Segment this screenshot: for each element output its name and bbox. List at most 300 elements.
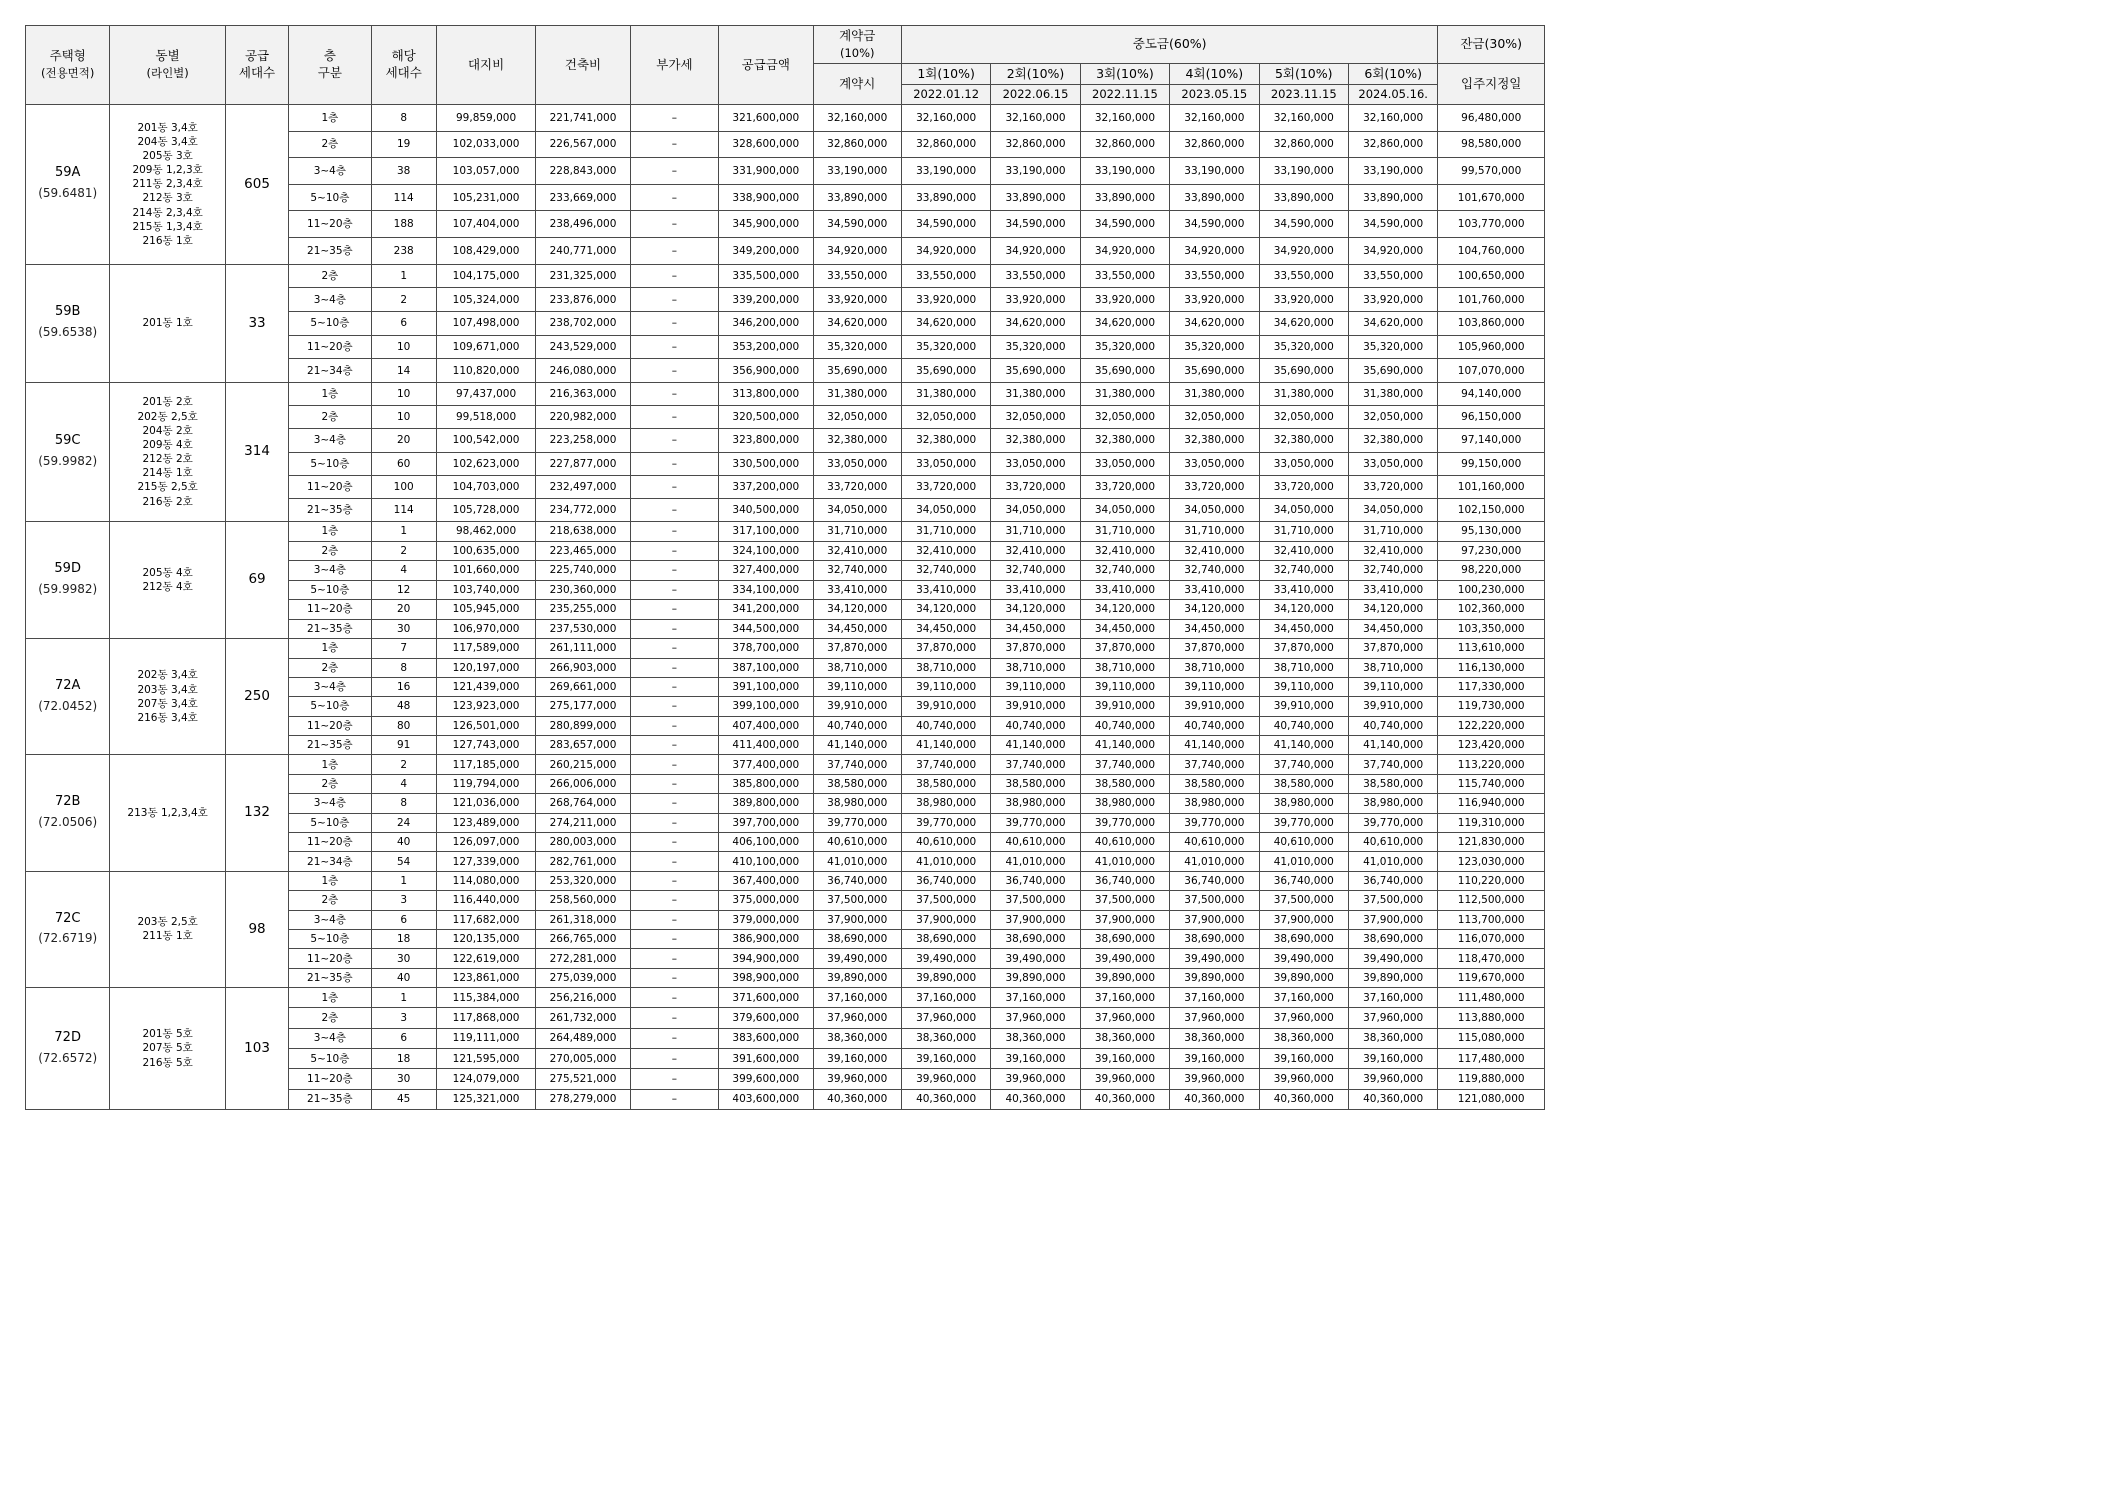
vat-cell: – <box>630 429 718 452</box>
dong-line: 216동 5호 <box>142 1056 193 1069</box>
floor-cell: 5~10층 <box>289 580 371 600</box>
balance-cell: 122,220,000 <box>1438 716 1545 735</box>
floor-cell: 2층 <box>289 541 371 561</box>
balance-cell: 121,080,000 <box>1438 1089 1545 1109</box>
building-cell: 227,877,000 <box>536 452 630 475</box>
floor-cell: 11~20층 <box>289 211 371 238</box>
installment-cell: 38,580,000 <box>1348 774 1437 793</box>
dong-cell <box>110 383 226 522</box>
building-cell: 261,111,000 <box>536 639 630 658</box>
installment-cell: 33,190,000 <box>901 158 990 185</box>
contract-cell: 33,190,000 <box>813 158 901 185</box>
households-cell: 40 <box>371 833 436 852</box>
building-cell: 240,771,000 <box>536 237 630 264</box>
installment-cell: 32,050,000 <box>901 406 990 429</box>
contract-cell: 38,690,000 <box>813 929 901 948</box>
households-cell: 80 <box>371 716 436 735</box>
contract-cell: 39,910,000 <box>813 697 901 716</box>
installment-cell: 38,360,000 <box>1170 1028 1259 1048</box>
building-cell: 282,761,000 <box>536 852 630 871</box>
installment-cell: 34,450,000 <box>1348 619 1437 639</box>
total-cell: 391,100,000 <box>719 677 813 696</box>
land-cell: 103,740,000 <box>436 580 535 600</box>
vat-cell: – <box>630 813 718 832</box>
installment-cell: 34,050,000 <box>1080 498 1169 521</box>
installment-cell: 31,380,000 <box>1170 383 1259 406</box>
households-cell: 6 <box>371 311 436 335</box>
installment-cell: 39,890,000 <box>991 968 1080 987</box>
floor-cell: 2층 <box>289 1008 371 1028</box>
balance-cell: 102,150,000 <box>1438 498 1545 521</box>
unit-type-name: 59B <box>54 304 81 320</box>
installment-cell: 32,740,000 <box>1259 561 1348 581</box>
installment-cell: 34,050,000 <box>901 498 990 521</box>
header-date-4: 2023.05.15 <box>1170 85 1259 105</box>
unit-area: (59.6481) <box>38 186 98 201</box>
land-cell: 102,033,000 <box>436 131 535 158</box>
supply-count-cell: 250 <box>225 639 288 755</box>
installment-cell: 38,710,000 <box>1348 658 1437 677</box>
installment-cell: 33,890,000 <box>991 184 1080 211</box>
installment-cell: 40,740,000 <box>1348 716 1437 735</box>
installment-cell: 33,050,000 <box>901 452 990 475</box>
vat-cell: – <box>630 658 718 677</box>
building-cell: 275,177,000 <box>536 697 630 716</box>
floor-cell: 21~35층 <box>289 968 371 987</box>
total-cell: 344,500,000 <box>719 619 813 639</box>
unit-type-name: 72B <box>54 794 81 810</box>
households-cell: 10 <box>371 383 436 406</box>
total-cell: 399,100,000 <box>719 697 813 716</box>
installment-cell: 36,740,000 <box>901 871 990 890</box>
floor-cell: 11~20층 <box>289 475 371 498</box>
land-cell: 123,489,000 <box>436 813 535 832</box>
installment-cell: 33,720,000 <box>1080 475 1169 498</box>
balance-cell: 103,860,000 <box>1438 311 1545 335</box>
installment-cell: 32,160,000 <box>901 105 990 132</box>
total-cell: 353,200,000 <box>719 335 813 359</box>
installment-cell: 38,690,000 <box>901 929 990 948</box>
building-cell: 261,732,000 <box>536 1008 630 1028</box>
installment-cell: 38,360,000 <box>1080 1028 1169 1048</box>
households-cell: 14 <box>371 359 436 383</box>
installment-cell: 33,920,000 <box>991 288 1080 312</box>
vat-cell: – <box>630 184 718 211</box>
contract-cell: 32,410,000 <box>813 541 901 561</box>
contract-cell: 34,590,000 <box>813 211 901 238</box>
installment-cell: 39,960,000 <box>1348 1069 1437 1089</box>
installment-cell: 41,010,000 <box>1348 852 1437 871</box>
installment-cell: 39,910,000 <box>1080 697 1169 716</box>
vat-cell: – <box>630 335 718 359</box>
households-cell: 54 <box>371 852 436 871</box>
total-cell: 337,200,000 <box>719 475 813 498</box>
installment-cell: 33,410,000 <box>1259 580 1348 600</box>
vat-cell: – <box>630 716 718 735</box>
installment-cell: 34,920,000 <box>1170 237 1259 264</box>
dong-cell <box>110 639 226 755</box>
price-table <box>25 25 1545 1110</box>
installment-cell: 33,720,000 <box>1170 475 1259 498</box>
installment-cell: 32,410,000 <box>1080 541 1169 561</box>
installment-cell: 33,410,000 <box>1080 580 1169 600</box>
installment-cell: 37,740,000 <box>991 755 1080 774</box>
installment-cell: 37,160,000 <box>1348 988 1437 1008</box>
vat-cell: – <box>630 794 718 813</box>
installment-cell: 37,500,000 <box>1348 891 1437 910</box>
table-row <box>26 105 1545 132</box>
balance-cell: 104,760,000 <box>1438 237 1545 264</box>
vat-cell: – <box>630 833 718 852</box>
floor-cell: 21~35층 <box>289 1089 371 1109</box>
unit-type-cell <box>26 105 110 265</box>
unit-area: (59.9982) <box>38 582 98 597</box>
dong-cell <box>110 264 226 382</box>
installment-cell: 33,190,000 <box>1259 158 1348 185</box>
unit-type-cell <box>26 383 110 522</box>
installment-cell: 39,770,000 <box>1080 813 1169 832</box>
contract-cell: 38,980,000 <box>813 794 901 813</box>
installment-cell: 37,870,000 <box>1348 639 1437 658</box>
installment-cell: 32,410,000 <box>991 541 1080 561</box>
installment-cell: 37,500,000 <box>1259 891 1348 910</box>
contract-cell: 32,380,000 <box>813 429 901 452</box>
installment-cell: 34,590,000 <box>1348 211 1437 238</box>
installment-cell: 34,450,000 <box>901 619 990 639</box>
installment-cell: 37,870,000 <box>1170 639 1259 658</box>
vat-cell: – <box>630 774 718 793</box>
installment-cell: 32,860,000 <box>1259 131 1348 158</box>
installment-cell: 33,890,000 <box>901 184 990 211</box>
header-date-6: 2024.05.16. <box>1348 85 1437 105</box>
table-row <box>26 871 1545 890</box>
households-cell: 114 <box>371 498 436 521</box>
installment-cell: 37,870,000 <box>991 639 1080 658</box>
floor-cell: 1층 <box>289 522 371 542</box>
installment-cell: 32,380,000 <box>1170 429 1259 452</box>
contract-cell: 39,160,000 <box>813 1049 901 1069</box>
balance-cell: 101,160,000 <box>1438 475 1545 498</box>
contract-cell: 37,900,000 <box>813 910 901 929</box>
header-installment-1: 1회(10%) <box>901 64 990 85</box>
contract-cell: 35,690,000 <box>813 359 901 383</box>
installment-cell: 41,010,000 <box>1170 852 1259 871</box>
building-cell: 237,530,000 <box>536 619 630 639</box>
installment-cell: 33,720,000 <box>991 475 1080 498</box>
total-cell: 379,000,000 <box>719 910 813 929</box>
installment-cell: 33,890,000 <box>1170 184 1259 211</box>
installment-cell: 36,740,000 <box>1080 871 1169 890</box>
floor-cell: 3~4층 <box>289 158 371 185</box>
installment-cell: 40,360,000 <box>901 1089 990 1109</box>
installment-cell: 37,740,000 <box>1170 755 1259 774</box>
installment-cell: 34,920,000 <box>1080 237 1169 264</box>
households-cell: 8 <box>371 658 436 677</box>
households-cell: 40 <box>371 968 436 987</box>
vat-cell: – <box>630 929 718 948</box>
installment-cell: 37,960,000 <box>901 1008 990 1028</box>
balance-cell: 117,480,000 <box>1438 1049 1545 1069</box>
installment-cell: 32,410,000 <box>1348 541 1437 561</box>
building-cell: 232,497,000 <box>536 475 630 498</box>
households-cell: 45 <box>371 1089 436 1109</box>
dong-line: 211동 1호 <box>142 930 193 943</box>
building-cell: 235,255,000 <box>536 600 630 620</box>
contract-cell: 32,160,000 <box>813 105 901 132</box>
total-cell: 407,400,000 <box>719 716 813 735</box>
dong-line: 213동 1,2,3,4호 <box>127 807 208 820</box>
unit-type-name: 72D <box>54 1029 81 1045</box>
households-cell: 20 <box>371 600 436 620</box>
vat-cell: – <box>630 1008 718 1028</box>
header-floor: 층 구분 <box>289 26 371 105</box>
installment-cell: 34,620,000 <box>1259 311 1348 335</box>
installment-cell: 34,450,000 <box>1259 619 1348 639</box>
land-cell: 102,623,000 <box>436 452 535 475</box>
households-cell: 2 <box>371 288 436 312</box>
land-cell: 106,970,000 <box>436 619 535 639</box>
installment-cell: 40,610,000 <box>1170 833 1259 852</box>
balance-cell: 97,230,000 <box>1438 541 1545 561</box>
floor-cell: 1층 <box>289 105 371 132</box>
header-households: 해당 세대수 <box>371 26 436 105</box>
floor-cell: 2층 <box>289 264 371 288</box>
dong-line: 201동 5호 <box>142 1028 193 1041</box>
installment-cell: 32,410,000 <box>1170 541 1259 561</box>
supply-count-cell: 33 <box>225 264 288 382</box>
total-cell: 389,800,000 <box>719 794 813 813</box>
land-cell: 115,384,000 <box>436 988 535 1008</box>
dong-line: 212동 3호 <box>142 192 193 205</box>
contract-cell: 33,920,000 <box>813 288 901 312</box>
vat-cell: – <box>630 131 718 158</box>
land-cell: 108,429,000 <box>436 237 535 264</box>
supply-count-cell: 314 <box>225 383 288 522</box>
total-cell: 338,900,000 <box>719 184 813 211</box>
vat-cell: – <box>630 475 718 498</box>
contract-cell: 38,360,000 <box>813 1028 901 1048</box>
contract-cell: 33,720,000 <box>813 475 901 498</box>
installment-cell: 39,770,000 <box>1348 813 1437 832</box>
installment-cell: 33,720,000 <box>1348 475 1437 498</box>
dong-line: 203동 3,4호 <box>137 683 198 696</box>
dong-line: 212동 4호 <box>142 581 193 594</box>
installment-cell: 33,890,000 <box>1259 184 1348 211</box>
vat-cell: – <box>630 1089 718 1109</box>
header-installment-6: 6회(10%) <box>1348 64 1437 85</box>
table-row <box>26 383 1545 406</box>
installment-cell: 32,740,000 <box>1348 561 1437 581</box>
installment-cell: 37,740,000 <box>1080 755 1169 774</box>
installment-cell: 38,690,000 <box>991 929 1080 948</box>
land-cell: 99,859,000 <box>436 105 535 132</box>
vat-cell: – <box>630 522 718 542</box>
installment-cell: 38,980,000 <box>1170 794 1259 813</box>
installment-cell: 38,360,000 <box>1259 1028 1348 1048</box>
vat-cell: – <box>630 968 718 987</box>
installment-cell: 31,380,000 <box>1348 383 1437 406</box>
unit-area: (72.6572) <box>38 1050 98 1065</box>
building-cell: 266,903,000 <box>536 658 630 677</box>
households-cell: 91 <box>371 736 436 755</box>
header-middle: 중도금(60%) <box>901 26 1437 64</box>
floor-cell: 11~20층 <box>289 949 371 968</box>
header-installment-2: 2회(10%) <box>991 64 1080 85</box>
total-cell: 349,200,000 <box>719 237 813 264</box>
households-cell: 48 <box>371 697 436 716</box>
balance-cell: 111,480,000 <box>1438 988 1545 1008</box>
installment-cell: 38,580,000 <box>1259 774 1348 793</box>
total-cell: 321,600,000 <box>719 105 813 132</box>
households-cell: 2 <box>371 755 436 774</box>
header-dong: 동별 (라인별) <box>110 26 226 105</box>
households-cell: 1 <box>371 522 436 542</box>
total-cell: 406,100,000 <box>719 833 813 852</box>
building-cell: 246,080,000 <box>536 359 630 383</box>
contract-cell: 34,050,000 <box>813 498 901 521</box>
installment-cell: 39,960,000 <box>1170 1069 1259 1089</box>
balance-cell: 112,500,000 <box>1438 891 1545 910</box>
households-cell: 3 <box>371 1008 436 1028</box>
contract-cell: 39,960,000 <box>813 1069 901 1089</box>
installment-cell: 39,890,000 <box>1170 968 1259 987</box>
installment-cell: 39,160,000 <box>1259 1049 1348 1069</box>
households-cell: 2 <box>371 541 436 561</box>
floor-cell: 3~4층 <box>289 677 371 696</box>
installment-cell: 34,590,000 <box>1259 211 1348 238</box>
households-cell: 30 <box>371 619 436 639</box>
balance-cell: 113,220,000 <box>1438 755 1545 774</box>
floor-cell: 21~34층 <box>289 852 371 871</box>
installment-cell: 38,580,000 <box>1170 774 1259 793</box>
installment-cell: 31,380,000 <box>901 383 990 406</box>
installment-cell: 32,050,000 <box>991 406 1080 429</box>
balance-cell: 113,610,000 <box>1438 639 1545 658</box>
total-cell: 331,900,000 <box>719 158 813 185</box>
installment-cell: 37,500,000 <box>991 891 1080 910</box>
total-cell: 387,100,000 <box>719 658 813 677</box>
installment-cell: 37,960,000 <box>1080 1008 1169 1028</box>
land-cell: 104,175,000 <box>436 264 535 288</box>
households-cell: 30 <box>371 949 436 968</box>
supply-count-cell: 69 <box>225 522 288 639</box>
installment-cell: 38,980,000 <box>1080 794 1169 813</box>
contract-cell: 33,410,000 <box>813 580 901 600</box>
installment-cell: 32,380,000 <box>991 429 1080 452</box>
installment-cell: 38,580,000 <box>1080 774 1169 793</box>
installment-cell: 33,190,000 <box>1170 158 1259 185</box>
installment-cell: 40,740,000 <box>1080 716 1169 735</box>
contract-cell: 37,160,000 <box>813 988 901 1008</box>
households-cell: 6 <box>371 910 436 929</box>
header-date-2: 2022.06.15 <box>991 85 1080 105</box>
building-cell: 231,325,000 <box>536 264 630 288</box>
installment-cell: 33,920,000 <box>1348 288 1437 312</box>
installment-cell: 33,550,000 <box>901 264 990 288</box>
balance-cell: 123,030,000 <box>1438 852 1545 871</box>
table-row <box>26 988 1545 1008</box>
installment-cell: 39,160,000 <box>991 1049 1080 1069</box>
installment-cell: 34,920,000 <box>1259 237 1348 264</box>
installment-cell: 36,740,000 <box>1259 871 1348 890</box>
installment-cell: 39,490,000 <box>1259 949 1348 968</box>
installment-cell: 33,550,000 <box>1170 264 1259 288</box>
installment-cell: 39,910,000 <box>1348 697 1437 716</box>
contract-cell: 37,960,000 <box>813 1008 901 1028</box>
installment-cell: 37,160,000 <box>1080 988 1169 1008</box>
installment-cell: 37,900,000 <box>1259 910 1348 929</box>
installment-cell: 33,050,000 <box>1170 452 1259 475</box>
installment-cell: 33,890,000 <box>1348 184 1437 211</box>
installment-cell: 40,740,000 <box>1170 716 1259 735</box>
floor-cell: 2층 <box>289 406 371 429</box>
total-cell: 324,100,000 <box>719 541 813 561</box>
unit-type-name: 72A <box>54 678 81 693</box>
installment-cell: 35,320,000 <box>991 335 1080 359</box>
total-cell: 386,900,000 <box>719 929 813 948</box>
dong-cell <box>110 105 226 265</box>
installment-cell: 32,050,000 <box>1348 406 1437 429</box>
installment-cell: 35,690,000 <box>1348 359 1437 383</box>
dong-line: 204동 3,4호 <box>137 135 198 148</box>
dong-line: 201동 1호 <box>142 317 193 330</box>
installment-cell: 33,190,000 <box>1080 158 1169 185</box>
vat-cell: – <box>630 639 718 658</box>
installment-cell: 34,050,000 <box>1348 498 1437 521</box>
contract-cell: 39,770,000 <box>813 813 901 832</box>
building-cell: 272,281,000 <box>536 949 630 968</box>
installment-cell: 33,190,000 <box>991 158 1080 185</box>
header-type: 주택형 (전용면적) <box>26 26 110 105</box>
land-cell: 120,135,000 <box>436 929 535 948</box>
land-cell: 125,321,000 <box>436 1089 535 1109</box>
installment-cell: 34,050,000 <box>1259 498 1348 521</box>
vat-cell: – <box>630 498 718 521</box>
installment-cell: 38,980,000 <box>1259 794 1348 813</box>
header-land: 대지비 <box>436 26 535 105</box>
floor-cell: 5~10층 <box>289 697 371 716</box>
building-cell: 261,318,000 <box>536 910 630 929</box>
land-cell: 117,589,000 <box>436 639 535 658</box>
installment-cell: 38,360,000 <box>901 1028 990 1048</box>
dong-line: 207동 5호 <box>142 1042 193 1055</box>
total-cell: 313,800,000 <box>719 383 813 406</box>
building-cell: 226,567,000 <box>536 131 630 158</box>
installment-cell: 31,710,000 <box>1170 522 1259 542</box>
land-cell: 124,079,000 <box>436 1069 535 1089</box>
balance-cell: 117,330,000 <box>1438 677 1545 696</box>
households-cell: 4 <box>371 774 436 793</box>
building-cell: 278,279,000 <box>536 1089 630 1109</box>
installment-cell: 33,550,000 <box>1259 264 1348 288</box>
floor-cell: 3~4층 <box>289 561 371 581</box>
balance-cell: 98,580,000 <box>1438 131 1545 158</box>
supply-count-cell: 132 <box>225 755 288 871</box>
installment-cell: 34,120,000 <box>901 600 990 620</box>
installment-cell: 37,500,000 <box>1080 891 1169 910</box>
vat-cell: – <box>630 736 718 755</box>
installment-cell: 39,890,000 <box>1080 968 1169 987</box>
building-cell: 228,843,000 <box>536 158 630 185</box>
households-cell: 12 <box>371 580 436 600</box>
table-row <box>26 522 1545 542</box>
installment-cell: 35,320,000 <box>1080 335 1169 359</box>
building-cell: 225,740,000 <box>536 561 630 581</box>
total-cell: 394,900,000 <box>719 949 813 968</box>
installment-cell: 34,620,000 <box>991 311 1080 335</box>
balance-cell: 105,960,000 <box>1438 335 1545 359</box>
dong-line: 202동 3,4호 <box>137 669 198 682</box>
